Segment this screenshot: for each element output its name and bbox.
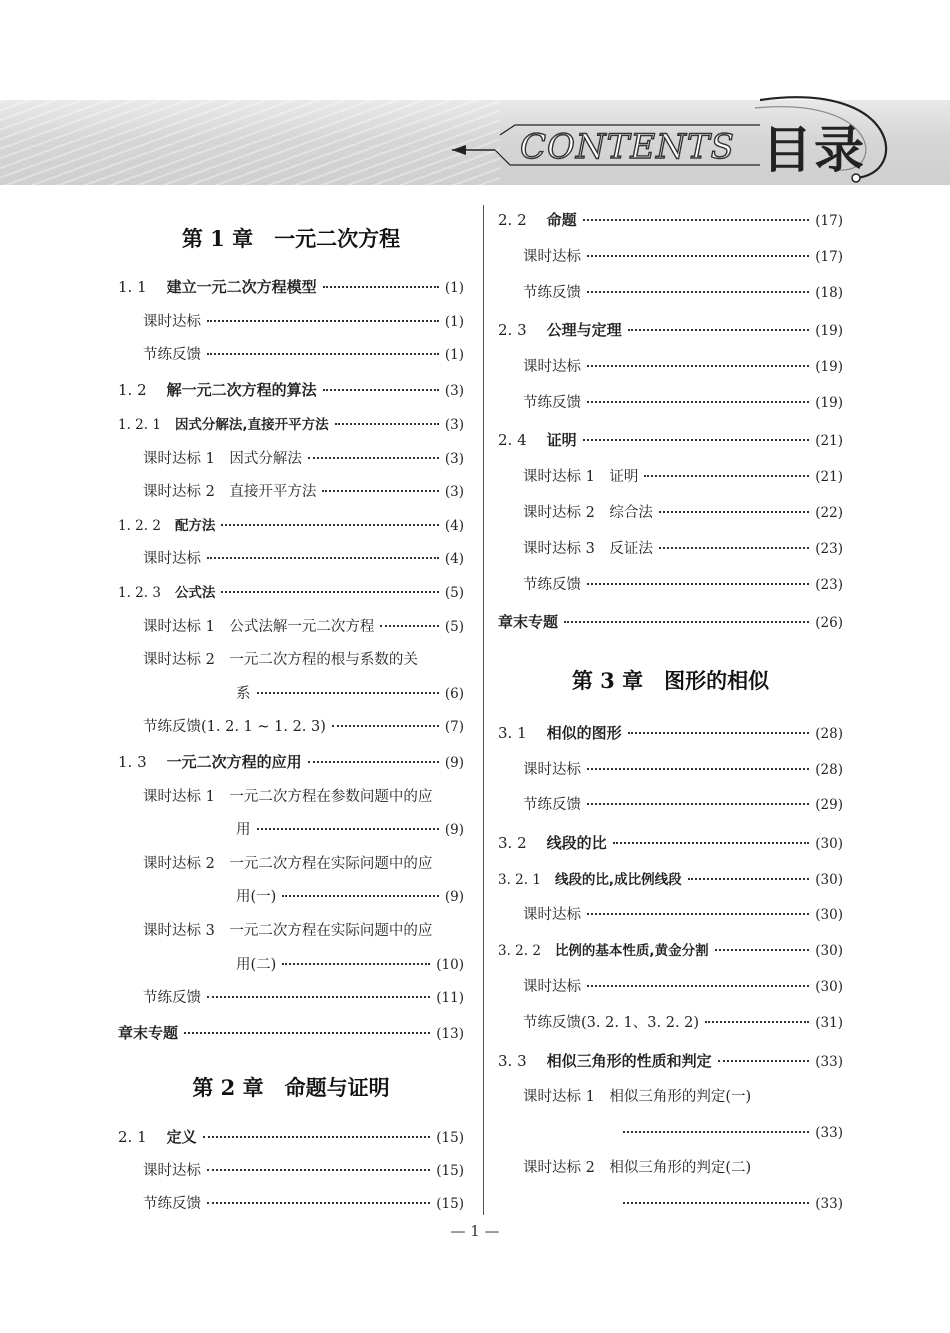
toc-entry[interactable]: 课时达标 1 证明 (21) <box>523 469 843 485</box>
toc-entry[interactable]: 2. 4 证明 (21) <box>498 431 843 449</box>
page-number: — 1 — <box>450 1222 500 1240</box>
toc-entry-text[interactable]: 课时达标 2 相似三角形的判定(二) <box>523 1160 752 1176</box>
chapter-heading: 第 1 章 一元二次方程 <box>181 226 401 251</box>
contents-heading: CONTENTS <box>520 127 735 167</box>
toc-entry[interactable]: 课时达标 (30) <box>523 979 843 995</box>
toc-entry[interactable]: 1. 2. 1 因式分解法,直接开平方法 (3) <box>118 417 464 433</box>
toc-entry[interactable]: 课时达标 1 公式法解一元二次方程 (5) <box>143 619 464 635</box>
toc-entry-text[interactable]: 课时达标 1 一元二次方程在参数问题中的应 <box>143 789 433 805</box>
toc-entry[interactable]: 2. 3 公理与定理 (19) <box>498 321 843 339</box>
toc-entry-text[interactable]: 课时达标 2 一元二次方程的根与系数的关 <box>143 652 418 668</box>
toc-entry[interactable]: 3. 2. 2 比例的基本性质,黄金分割 (30) <box>498 943 843 959</box>
toc-entry[interactable]: 1. 1 建立一元二次方程模型 (1) <box>118 278 464 296</box>
toc-entry[interactable]: 2. 2 命题 (17) <box>498 211 843 229</box>
toc-entry[interactable]: 节练反馈 (18) <box>523 285 843 301</box>
toc-entry[interactable]: 节练反馈 (19) <box>523 395 843 411</box>
toc-entry-text[interactable]: 课时达标 3 一元二次方程在实际问题中的应 <box>143 923 433 939</box>
column-divider <box>483 205 484 1215</box>
toc-entry[interactable]: 课时达标 (1) <box>143 314 464 330</box>
toc-entry[interactable]: 节练反馈 (29) <box>523 797 843 813</box>
toc-entry[interactable]: 课时达标 (4) <box>143 551 464 567</box>
toc-entry[interactable]: 3. 1 相似的图形 (28) <box>498 724 843 742</box>
toc-entry[interactable]: 课时达标 (30) <box>523 907 843 923</box>
toc-entry[interactable]: 用 (9) <box>236 822 464 838</box>
toc-entry[interactable]: 课时达标 3 反证法 (23) <box>523 541 843 557</box>
toc-entry[interactable]: 章末专题 (26) <box>498 613 843 631</box>
toc-entry[interactable]: 课时达标 2 综合法 (22) <box>523 505 843 521</box>
chapter-heading: 第 2 章 命题与证明 <box>192 1075 390 1100</box>
toc-entry[interactable]: 课时达标 (28) <box>523 762 843 778</box>
toc-entry[interactable]: 课时达标 2 直接开平方法 (3) <box>143 484 464 500</box>
toc-entry[interactable]: 用(二) (10) <box>236 957 464 973</box>
toc-entry[interactable]: 章末专题 (13) <box>118 1024 464 1042</box>
toc-entry[interactable]: 课时达标 (19) <box>523 359 843 375</box>
toc-entry[interactable]: 用(一) (9) <box>236 889 464 905</box>
toc-entry[interactable]: 3. 2 线段的比 (30) <box>498 834 843 852</box>
toc-entry[interactable]: 节练反馈 (1) <box>143 347 464 363</box>
toc-entry[interactable]: 节练反馈 (23) <box>523 577 843 593</box>
toc-entry[interactable]: 1. 2. 3 公式法 (5) <box>118 585 464 601</box>
toc-entry[interactable]: 节练反馈(1. 2. 1 ~ 1. 2. 3) (7) <box>143 719 464 735</box>
toc-entry[interactable]: 1. 2. 2 配方法 (4) <box>118 518 464 534</box>
toc-entry-text[interactable]: 课时达标 1 相似三角形的判定(一) <box>523 1089 752 1105</box>
toc-entry[interactable]: 课时达标 (17) <box>523 249 843 265</box>
toc-entry-text[interactable]: 课时达标 2 一元二次方程在实际问题中的应 <box>143 856 433 872</box>
toc-entry[interactable]: 系 (6) <box>236 686 464 702</box>
toc-entry[interactable]: 1. 3 一元二次方程的应用 (9) <box>118 753 464 771</box>
toc-entry[interactable]: 课时达标 (15) <box>143 1163 464 1179</box>
toc-entry[interactable]: 课时达标 1 因式分解法 (3) <box>143 451 464 467</box>
toc-entry[interactable]: (33) <box>623 1123 843 1143</box>
toc-entry[interactable]: 2. 1 定义 (15) <box>118 1128 464 1146</box>
page-title: 目录 <box>762 121 866 179</box>
toc-entry[interactable]: 节练反馈(3. 2. 1、3. 2. 2) (31) <box>523 1015 843 1031</box>
toc-entry[interactable]: 1. 2 解一元二次方程的算法 (3) <box>118 381 464 399</box>
chapter-heading: 第 3 章 图形的相似 <box>571 668 770 693</box>
toc-entry[interactable]: 3. 2. 1 线段的比,成比例线段 (30) <box>498 872 843 888</box>
toc-entry[interactable]: 节练反馈 (15) <box>143 1196 464 1212</box>
toc-entry[interactable]: (33) <box>623 1194 843 1214</box>
toc-entry[interactable]: 节练反馈 (11) <box>143 990 464 1006</box>
toc-entry[interactable]: 3. 3 相似三角形的性质和判定 (33) <box>498 1052 843 1070</box>
